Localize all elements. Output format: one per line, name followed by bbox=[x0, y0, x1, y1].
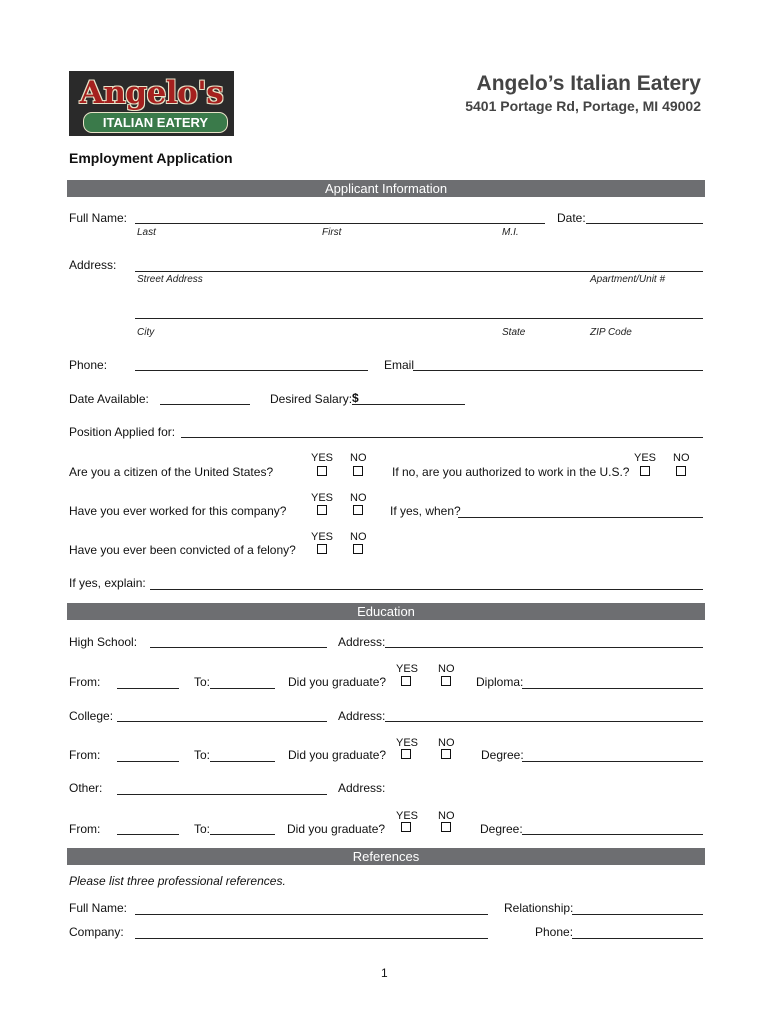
yes-header: YES bbox=[311, 492, 334, 504]
other-degree-field[interactable] bbox=[522, 834, 703, 835]
phone-label: Phone: bbox=[69, 358, 108, 372]
relationship-field[interactable] bbox=[572, 914, 703, 915]
diploma-field[interactable] bbox=[522, 688, 703, 689]
logo-name: Angelo's bbox=[79, 75, 224, 111]
yes-header: YES bbox=[634, 452, 657, 464]
hs-from-field[interactable] bbox=[117, 688, 179, 689]
college-address-field[interactable] bbox=[385, 721, 703, 722]
other-graduate-yes-checkbox[interactable] bbox=[401, 822, 411, 832]
page-number: 1 bbox=[381, 966, 388, 980]
city-caption: City bbox=[137, 327, 155, 338]
hs-graduate-label: Did you graduate? bbox=[288, 675, 387, 689]
hs-graduate-yes-checkbox[interactable] bbox=[401, 676, 411, 686]
authorized-question: If no, are you authorized to work in the U.S.? bbox=[392, 465, 630, 479]
high-school-address-label: Address: bbox=[338, 635, 386, 649]
street-field[interactable] bbox=[135, 271, 703, 272]
worked-no-checkbox[interactable] bbox=[353, 505, 363, 515]
other-from-label: From: bbox=[69, 822, 101, 836]
city-field[interactable] bbox=[135, 318, 703, 319]
last-caption: Last bbox=[137, 227, 156, 238]
full-name-field[interactable] bbox=[135, 223, 545, 224]
worked-yes-checkbox[interactable] bbox=[317, 505, 327, 515]
hs-to-field[interactable] bbox=[210, 688, 275, 689]
section-education: Education bbox=[67, 603, 705, 620]
ref-phone-label: Phone: bbox=[535, 925, 574, 939]
ref-full-name-label: Full Name: bbox=[69, 901, 128, 915]
felony-question: Have you ever been convicted of a felony? bbox=[69, 543, 296, 557]
full-name-label: Full Name: bbox=[69, 211, 128, 225]
other-to-label: To: bbox=[194, 822, 211, 836]
section-applicant: Applicant Information bbox=[67, 180, 705, 197]
form-title: Employment Application bbox=[69, 150, 233, 166]
college-degree-label: Degree: bbox=[481, 748, 524, 762]
if-yes-when-label: If yes, when? bbox=[390, 504, 461, 518]
no-header: NO bbox=[438, 810, 455, 822]
no-header: NO bbox=[350, 492, 367, 504]
other-to-field[interactable] bbox=[210, 834, 275, 835]
company-logo bbox=[69, 71, 234, 136]
other-field[interactable] bbox=[117, 794, 327, 795]
no-header: NO bbox=[350, 531, 367, 543]
college-from-label: From: bbox=[69, 748, 101, 762]
citizen-yes-checkbox[interactable] bbox=[317, 466, 327, 476]
date-label: Date: bbox=[557, 211, 586, 225]
worked-question: Have you ever worked for this company? bbox=[69, 504, 287, 518]
ref-company-field[interactable] bbox=[135, 938, 488, 939]
college-degree-field[interactable] bbox=[522, 761, 703, 762]
no-header: NO bbox=[673, 452, 690, 464]
desired-salary-label: Desired Salary: bbox=[270, 392, 353, 406]
email-field[interactable] bbox=[413, 370, 703, 371]
college-graduate-no-checkbox[interactable] bbox=[441, 749, 451, 759]
date-available-field[interactable] bbox=[160, 404, 250, 405]
first-caption: First bbox=[322, 227, 342, 238]
felony-no-checkbox[interactable] bbox=[353, 544, 363, 554]
citizen-question: Are you a citizen of the United States? bbox=[69, 465, 274, 479]
if-yes-when-field[interactable] bbox=[458, 517, 703, 518]
high-school-field[interactable] bbox=[150, 647, 327, 648]
college-field[interactable] bbox=[117, 721, 327, 722]
street-caption: Street Address bbox=[137, 274, 203, 285]
other-label: Other: bbox=[69, 781, 103, 795]
company-address: 5401 Portage Rd, Portage, MI 49002 bbox=[465, 98, 701, 114]
ref-full-name-field[interactable] bbox=[135, 914, 488, 915]
other-degree-label: Degree: bbox=[480, 822, 523, 836]
ref-company-label: Company: bbox=[69, 925, 124, 939]
email-label: Email bbox=[384, 358, 415, 372]
section-references: References bbox=[67, 848, 705, 865]
no-header: NO bbox=[438, 663, 455, 675]
high-school-label: High School: bbox=[69, 635, 138, 649]
ref-phone-field[interactable] bbox=[572, 938, 703, 939]
yes-header: YES bbox=[396, 810, 419, 822]
zip-caption: ZIP Code bbox=[590, 327, 632, 338]
felony-yes-checkbox[interactable] bbox=[317, 544, 327, 554]
college-address-label: Address: bbox=[338, 709, 386, 723]
yes-header: YES bbox=[396, 663, 419, 675]
address-label: Address: bbox=[69, 258, 117, 272]
hs-from-label: From: bbox=[69, 675, 101, 689]
diploma-label: Diploma: bbox=[476, 675, 524, 689]
authorized-yes-checkbox[interactable] bbox=[640, 466, 650, 476]
yes-header: YES bbox=[311, 452, 334, 464]
college-graduate-yes-checkbox[interactable] bbox=[401, 749, 411, 759]
college-to-field[interactable] bbox=[210, 761, 275, 762]
no-header: NO bbox=[438, 737, 455, 749]
dollar-sign: $ bbox=[352, 391, 359, 405]
no-header: NO bbox=[350, 452, 367, 464]
company-name: Angelo’s Italian Eatery bbox=[476, 72, 701, 95]
if-yes-explain-field[interactable] bbox=[150, 589, 703, 590]
desired-salary-field[interactable] bbox=[352, 404, 465, 405]
yes-header: YES bbox=[396, 737, 419, 749]
other-graduate-label: Did you graduate? bbox=[287, 822, 386, 836]
relationship-label: Relationship: bbox=[504, 901, 574, 915]
if-yes-explain-label: If yes, explain: bbox=[69, 576, 146, 590]
phone-field[interactable] bbox=[135, 370, 368, 371]
state-caption: State bbox=[502, 327, 526, 338]
other-from-field[interactable] bbox=[117, 834, 179, 835]
references-instruction: Please list three professional references. bbox=[69, 874, 286, 888]
position-label: Position Applied for: bbox=[69, 425, 176, 439]
high-school-address-field[interactable] bbox=[385, 647, 703, 648]
citizen-no-checkbox[interactable] bbox=[353, 466, 363, 476]
other-graduate-no-checkbox[interactable] bbox=[441, 822, 451, 832]
college-graduate-label: Did you graduate? bbox=[288, 748, 387, 762]
date-available-label: Date Available: bbox=[69, 392, 149, 406]
authorized-no-checkbox[interactable] bbox=[676, 466, 686, 476]
hs-graduate-no-checkbox[interactable] bbox=[441, 676, 451, 686]
yes-header: YES bbox=[311, 531, 334, 543]
logo-band: ITALIAN EATERY bbox=[83, 112, 228, 133]
apt-caption: Apartment/Unit # bbox=[590, 274, 666, 285]
college-label: College: bbox=[69, 709, 114, 723]
position-field[interactable] bbox=[181, 437, 703, 438]
college-from-field[interactable] bbox=[117, 761, 179, 762]
mi-caption: M.I. bbox=[502, 227, 519, 238]
hs-to-label: To: bbox=[194, 675, 211, 689]
date-field[interactable] bbox=[586, 223, 703, 224]
other-address-label: Address: bbox=[338, 781, 386, 795]
college-to-label: To: bbox=[194, 748, 211, 762]
